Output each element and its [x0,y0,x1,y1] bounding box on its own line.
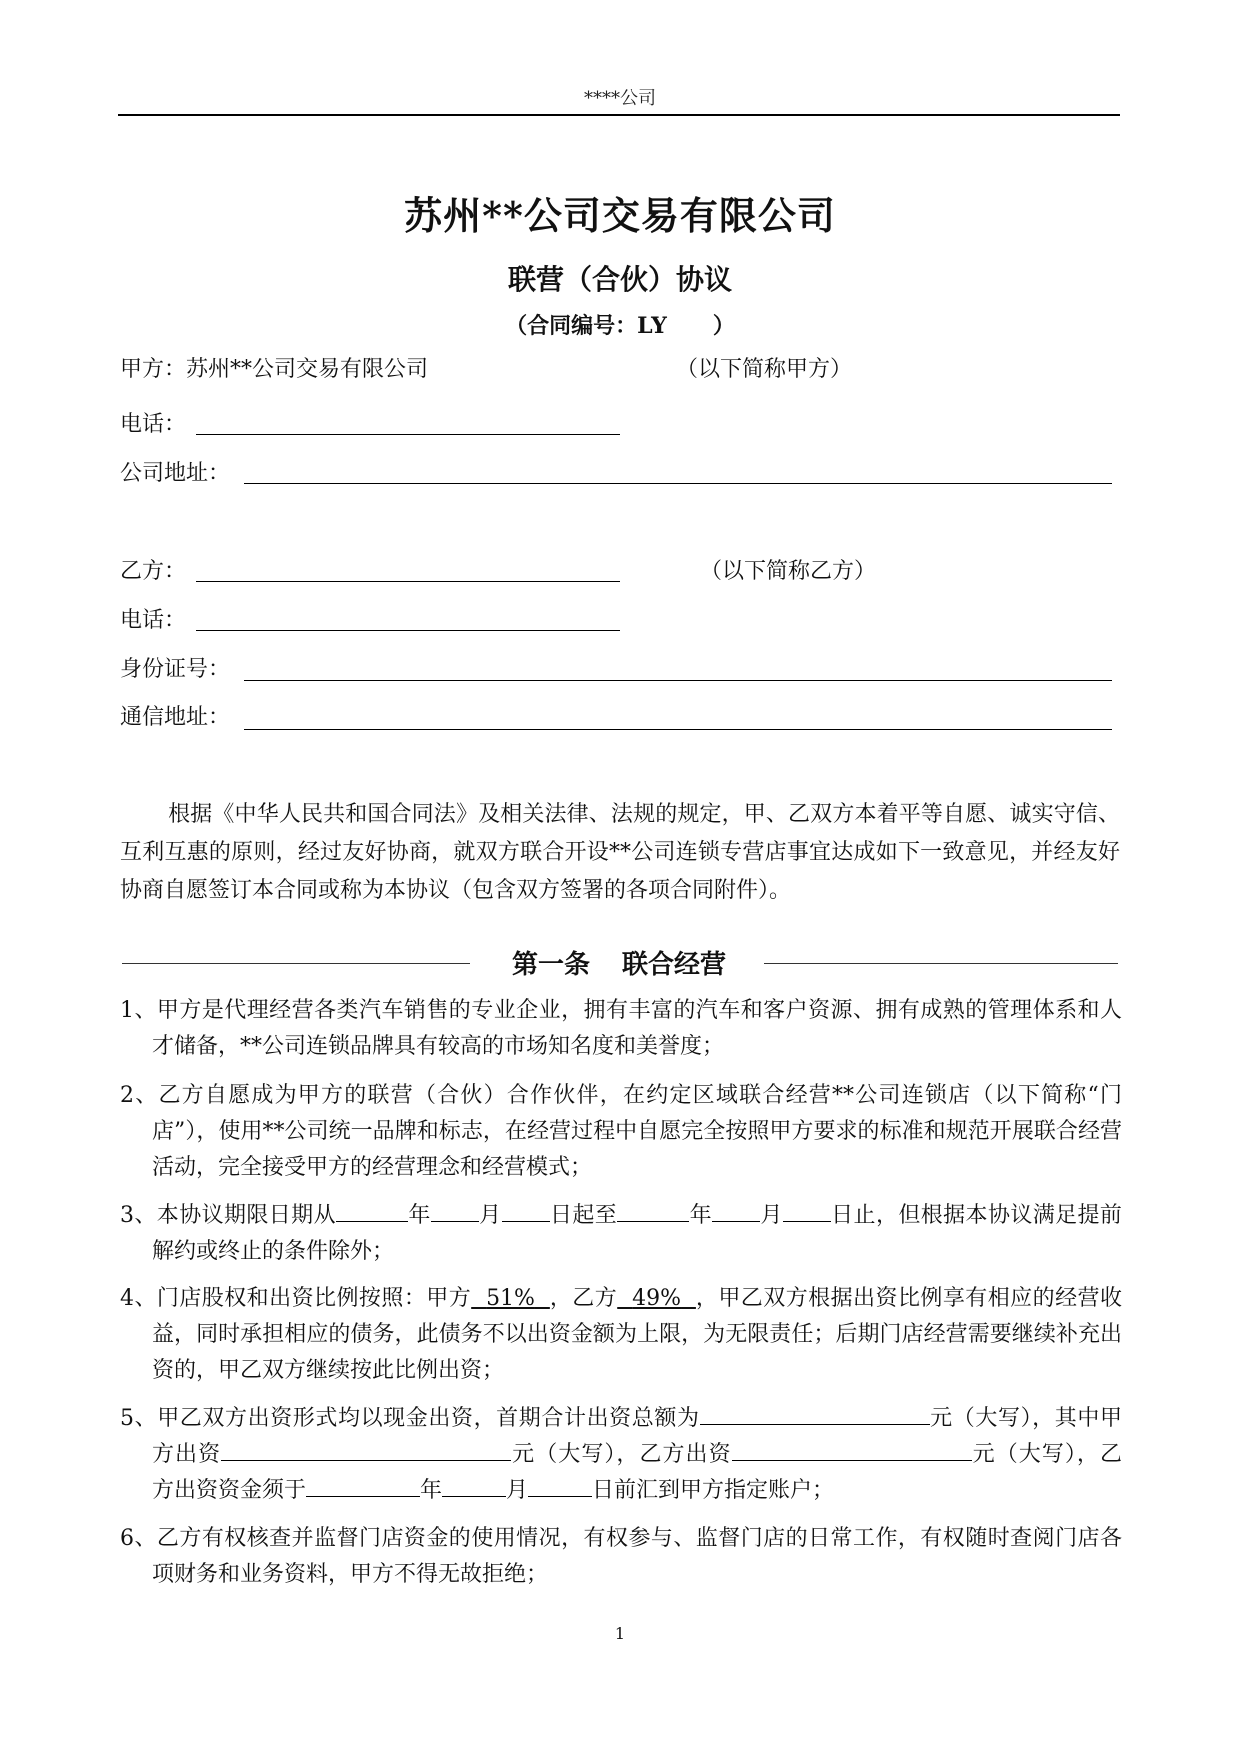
start-month-blank [431,1199,479,1222]
clause-item-6-text: 6、乙方有权核查并监督门店资金的使用情况，有权参与、监督门店的日常工作，有权随时查阅门店各项财务和业务资料，甲方不得无故拒绝； [120,1526,1122,1587]
clause-item-4 [120,1281,1122,1389]
clause-4-text-c: ，甲乙双方根据出资比例享有相应的经营收益，同时承担相应的债务，此债务不以出资金额为上限，为无限责任；后期门店经营需要继续补充出资的，甲乙双方继续按此比例出资； [152,1286,1122,1383]
clause-5-text-d: 元 [971,1442,996,1467]
clause-5-text-f: 日前汇到甲方指定账户； [592,1478,835,1503]
clause-4-text-b: ，乙方 [549,1286,618,1311]
contract-number [0,309,1240,340]
clause-5-text-c: 元（大写），乙方出资 [511,1442,732,1467]
clause-item-1-text: 1、甲方是代理经营各类汽车销售的专业企业，拥有丰富的汽车和客户资源、拥有成熟的管理体系和人才储备，**公司连锁品牌具有较高的市场知名度和美誉度； [120,998,1122,1059]
end-year-blank [617,1199,689,1222]
party-b-phone-label: 电话： [120,608,187,633]
end-day-blank [783,1199,831,1222]
document-title: 苏州**公司交易有限公司 [404,193,836,238]
party-b-capital-blank [732,1438,972,1461]
party-b-id-label: 身份证号： [120,657,231,682]
document-subtitle: 联营（合伙）协议 [507,263,732,296]
party-b-label: 乙方： [120,559,187,584]
party-b-address-line [244,729,1112,730]
page-number: 1 [614,1624,626,1643]
header-rule [118,114,1120,116]
party-a-capital-blank [221,1438,511,1461]
party-a-share-value: 51% [486,1286,535,1311]
total-capital-blank [700,1402,930,1425]
clause-5-text-e: （大写），乙方出资资金须于 [152,1442,1122,1503]
clause-3-from: 日起至 [549,1203,618,1228]
clause-3-until: 日止，但根据本协议满足提前解约或终止的条件除外； [152,1203,1122,1264]
clause-item-2-text: 2、乙方自愿成为甲方的联营（合伙）合作伙伴，在约定区域联合经营**公司连锁店（以下简称“门店”），使用**公司统一品牌和标志，在经营过程中自愿完全按照甲方要求的标准和规范开展联合经营活动，完全接受甲方的经营理念和经营模式； [120,1083,1122,1180]
clause-5-yuan: 元（大写）， [929,1406,1055,1431]
party-a-name: 甲方：苏州**公司交易有限公司 [120,357,429,382]
party-b-abbr: （以下简称乙方） [700,559,877,584]
section-1-title [118,944,1120,981]
party-b-share-value: 49% [632,1286,682,1311]
clause-item-5 [120,1401,1122,1509]
clause-item-3 [120,1198,1122,1270]
clause-5-text-b: 其中甲方出资 [152,1406,1122,1467]
party-b-address-label: 通信地址： [120,705,231,730]
start-year-blank [336,1199,408,1222]
section-1-heading [118,944,1120,984]
clause-3-year: 年 [407,1203,431,1228]
party-b-phone-line [196,630,620,631]
preamble-text: 根据《中华人民共和国合同法》及相关法律、法规的规定，甲、乙双方本着平等自愿、诚实守信、互利互惠的原则，经过友好协商，就双方联合开设**公司连锁专营店事宜达成如下一致意见，并经友好协商自愿签订本合同或称为本协议（包含双方签署的各项合同附件）。 [120,802,1120,903]
clause-item-6 [120,1521,1122,1593]
party-a-address-label: 公司地址： [120,461,231,486]
page-header: ****公司 [584,88,656,109]
deposit-day-blank [528,1474,592,1497]
clause-item-2 [120,1078,1122,1186]
clause-3-year-2: 年 [689,1203,712,1228]
section-1-number: 第一条 [511,950,590,980]
end-month-blank [712,1199,760,1222]
clause-3-month-2: 月 [759,1203,783,1228]
clause-item-1 [120,993,1122,1065]
party-b-id-line [244,680,1112,681]
clause-item-4-text [120,1281,1122,1389]
party-b-share [617,1286,696,1311]
party-a-abbr: （以下简称甲方） [676,357,853,382]
party-b-name-line [196,581,620,582]
contract-number-prefix: （合同编号：LY [505,313,667,339]
deposit-month-blank [442,1474,506,1497]
clause-3-month: 月 [478,1203,502,1228]
contract-number-suffix: ） [712,313,735,339]
clause-5-month: 月 [506,1478,529,1503]
preamble-paragraph [120,796,1120,910]
clause-item-5-text [120,1401,1122,1509]
deposit-year-blank [306,1474,420,1497]
clause-4-text-a: 4、门店股权和出资比例按照：甲方 [120,1286,472,1311]
party-a-share [471,1286,550,1311]
party-a-phone-label: 电话： [120,412,187,437]
clause-3-text-a: 3、本协议期限日期从 [120,1203,336,1228]
party-a-address-line [244,483,1112,484]
clause-5-text-a: 5、甲乙双方出资形式均以现金出资，首期合计出资总额为 [120,1406,700,1431]
section-1-name: 联合经营 [622,950,727,980]
party-a-phone-line [196,434,620,435]
start-day-blank [502,1199,550,1222]
clause-5-year: 年 [420,1478,443,1503]
clause-item-3-text [120,1198,1122,1270]
